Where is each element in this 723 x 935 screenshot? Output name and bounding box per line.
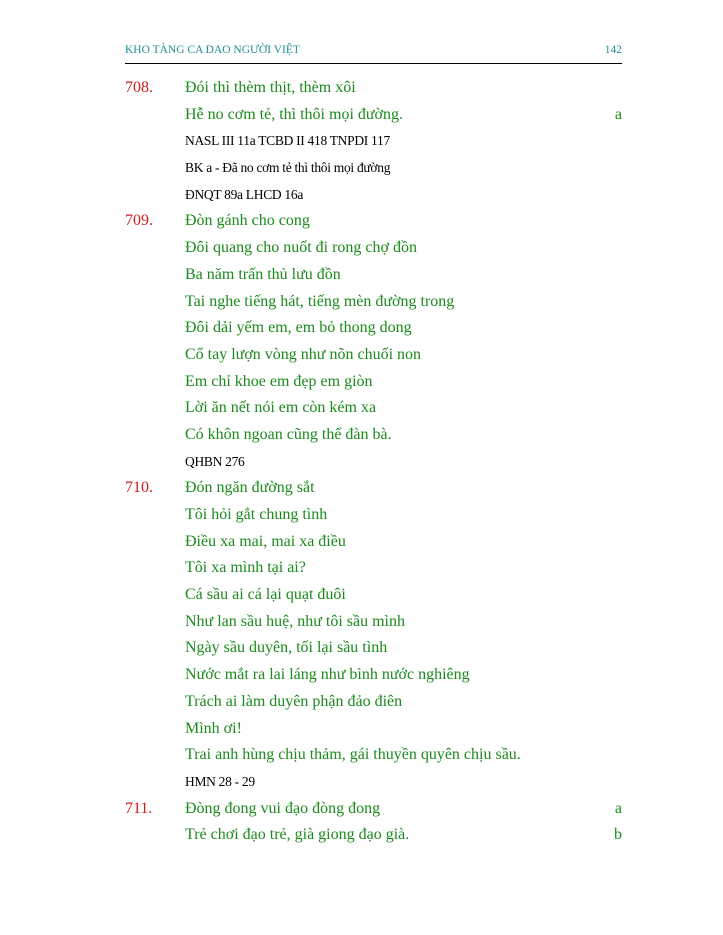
verse-text: Cổ tay lượn vòng như nõn chuối non [185, 345, 422, 363]
source-citation: HMN 28 - 29 [185, 773, 255, 789]
verse-text: Nước mắt ra lai láng như bình nước nghiêng [185, 666, 470, 684]
verse-text: Mình ơi! [185, 719, 242, 737]
entry-number: 708. [125, 79, 153, 96]
verse-text: Tôi xa mình tại ai? [185, 559, 306, 577]
verse-text: Hễ no cơm tẻ, thì thôi mọi đường. [185, 105, 404, 123]
verse-line [0, 582, 723, 609]
source-line [0, 128, 723, 155]
verse-text: Đón ngăn đường sắt [185, 479, 315, 497]
variant-mark: a [614, 799, 622, 817]
verse-line [0, 395, 723, 422]
source-line [0, 182, 723, 209]
source-line [0, 769, 723, 796]
verse-text: Đòn gánh cho cong [185, 212, 310, 230]
verse-text: Đôi dải yếm em, em bỏ thong dong [185, 319, 412, 337]
verse-line [0, 529, 723, 556]
verse-line [0, 609, 723, 636]
source-citation: ĐNQT 89a LHCD 16a [185, 186, 304, 202]
entries-list [0, 75, 723, 849]
verse-text: Đói thì thèm thịt, thèm xôi [185, 79, 356, 96]
verse-line [0, 342, 723, 369]
entry-number: 711. [125, 799, 153, 817]
verse-line [0, 822, 723, 849]
verse-line [0, 502, 723, 529]
source-citation: NASL III 11a TCBD II 418 TNPDI 117 [185, 133, 390, 149]
verse-line [0, 635, 723, 662]
verse-text: Trai anh hùng chịu thảm, gái thuyền quyên chịu sầu. [185, 746, 521, 764]
running-header [125, 44, 622, 64]
source-citation: BK a - Đã no cơm tẻ thì thôi mọi đường [185, 160, 391, 176]
verse-text: Đôi quang cho nuốt đi rong chợ đồn [185, 239, 417, 257]
verse-text: Cá sầu ai cá lại quạt đuôi [185, 586, 346, 604]
verse-text: Như lan sầu huệ, như tôi sầu mình [185, 612, 405, 630]
verse-line [0, 716, 723, 743]
verse-text: Ba năm trấn thủ lưu đồn [185, 265, 341, 283]
verse-text: Lời ăn nết nói em còn kém xa [185, 399, 377, 417]
verse-line [0, 235, 723, 262]
verse-text: Trách ai làm duyên phận đảo điên [185, 692, 403, 710]
verse-line [0, 555, 723, 582]
entry-number: 710. [125, 479, 153, 497]
verse-line [0, 102, 723, 129]
variant-mark: b [614, 826, 622, 844]
verse-text: Có khôn ngoan cũng thể đàn bà. [185, 425, 392, 443]
source-line [0, 449, 723, 476]
verse-text: Đòng đong vui đạo đòng đong [185, 799, 381, 817]
page-number: 142 [604, 44, 622, 56]
book-title: KHO TÀNG CA DAO NGƯỜI VIỆT [125, 44, 300, 56]
verse-line [0, 289, 723, 316]
verse-line [0, 742, 723, 769]
entry-first-line [0, 475, 723, 502]
verse-line [0, 422, 723, 449]
verse-line [0, 315, 723, 342]
entry-first-line [0, 208, 723, 235]
entry-first-line [0, 75, 723, 102]
source-citation: QHBN 276 [185, 453, 245, 469]
entry-number: 709. [125, 212, 153, 230]
verse-line [0, 662, 723, 689]
entry-first-line [0, 796, 723, 823]
verse-text: Em chỉ khoe em đẹp em giòn [185, 372, 373, 390]
verse-text: Tai nghe tiếng hát, tiếng mèn đường trong [185, 292, 455, 310]
verse-line [0, 689, 723, 716]
verse-text: Tôi hỏi gắt chung tình [185, 506, 328, 523]
verse-line [0, 369, 723, 396]
verse-text: Điều xa mai, mai xa điều [185, 532, 346, 550]
verse-text: Ngày sầu duyên, tối lại sầu tình [185, 639, 388, 657]
source-line [0, 155, 723, 182]
verse-line [0, 262, 723, 289]
verse-text: Trẻ chơi đạo trẻ, già giong đạo già. [185, 826, 410, 844]
variant-mark: a [614, 105, 622, 123]
